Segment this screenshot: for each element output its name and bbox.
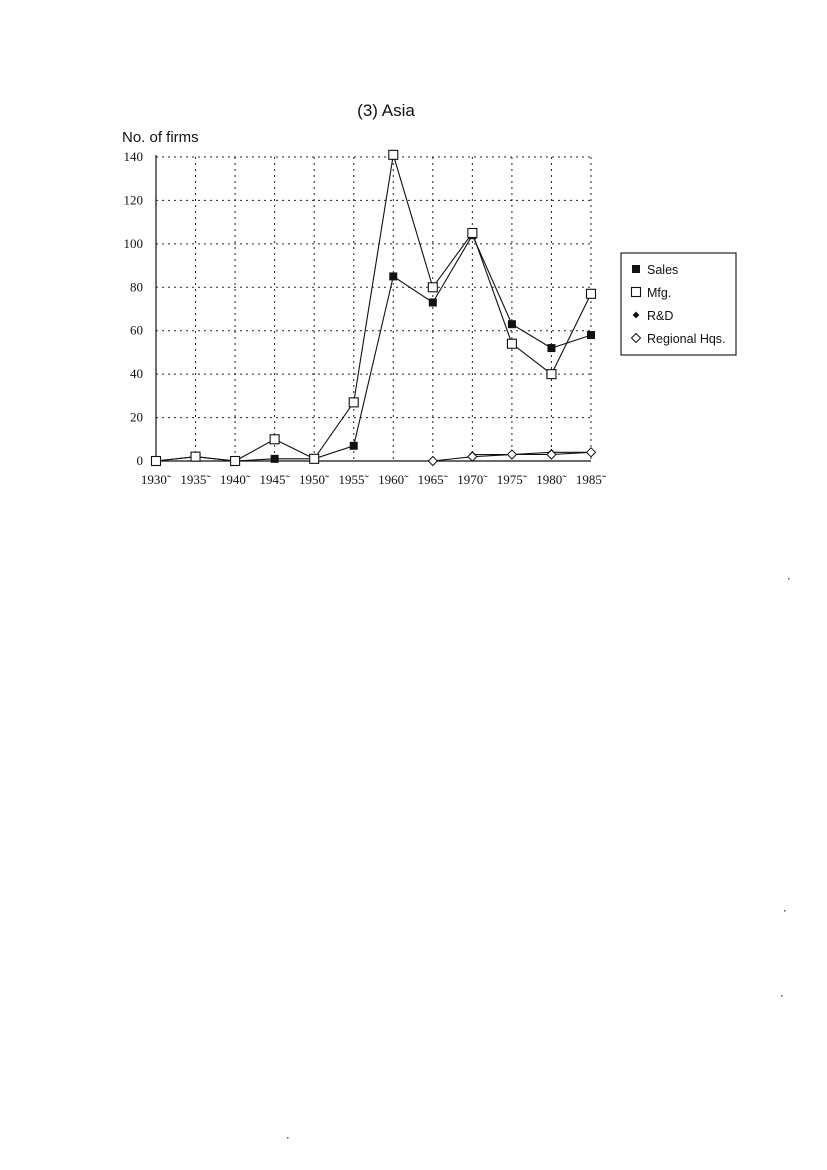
series-regional-hqs [428,448,595,466]
data-point-sales [548,345,555,352]
data-point-sales [390,273,397,280]
y-tick-label: 60 [130,322,143,338]
data-point-mfg [547,370,556,379]
chart-title: (3) Asia [357,101,415,120]
scan-speck [784,910,786,912]
x-tick-label: 1945˜ [259,472,290,487]
x-tick-label: 1965˜ [417,472,448,487]
data-point-mfg [191,452,200,461]
data-point-sales [271,455,278,462]
y-tick-label: 120 [123,192,143,208]
scan-speck [788,578,790,580]
data-point-mfg [349,398,358,407]
legend [621,253,736,355]
series [152,150,596,465]
legend-label-regional-hqs: Regional Hqs. [647,332,726,346]
grid [156,157,591,461]
data-point-mfg [468,229,477,238]
y-tick-label: 20 [130,409,143,425]
data-point-regional-hqs [587,448,596,457]
data-point-sales [350,442,357,449]
data-point-sales [429,299,436,306]
legend-label-r-d: R&D [647,309,674,323]
legend-label-sales: Sales [647,263,679,277]
x-tick-labels [141,472,607,487]
data-point-regional-hqs [547,450,556,459]
x-tick-label: 1930˜ [140,472,172,487]
data-point-sales [588,332,595,339]
legend-label-mfg: Mfg. [647,286,672,300]
x-tick-label: 1970˜ [457,472,488,487]
y-tick-label: 80 [130,279,143,295]
legend-marker-sales [633,266,640,273]
data-point-mfg [152,457,161,466]
y-tick-label: 0 [136,453,143,468]
series-mfg [152,150,596,465]
series-line-sales [156,235,591,461]
data-point-mfg [270,435,279,444]
scan-specks [287,578,790,1139]
data-point-regional-hqs [468,452,477,461]
data-point-regional-hqs [428,457,437,466]
y-tick-label: 100 [123,235,143,251]
series-sales [153,232,595,465]
data-point-mfg [231,457,240,466]
x-tick-label: 1935˜ [180,472,211,487]
data-point-regional-hqs [507,450,516,459]
scan-speck [287,1137,289,1139]
data-point-mfg [587,289,596,298]
x-tick-label: 1975˜ [496,472,528,487]
legend-marker-mfg [632,288,641,297]
y-tick-labels [124,149,144,468]
y-tick-label: 140 [123,149,143,164]
data-point-mfg [389,150,398,159]
x-tick-label: 1950˜ [299,472,330,487]
x-tick-label: 1960˜ [378,472,409,487]
scan-speck [781,995,783,997]
data-point-sales [508,321,515,328]
data-point-mfg [428,283,437,292]
x-tick-label: 1940˜ [219,472,251,487]
x-tick-label: 1980˜ [536,472,567,487]
x-tick-label: 1985˜ [575,472,607,487]
x-tick-label: 1955˜ [338,472,369,487]
data-point-mfg [507,339,516,348]
y-tick-label: 40 [130,366,143,382]
y-axis-label: No. of firms [122,129,199,146]
data-point-mfg [310,454,319,463]
